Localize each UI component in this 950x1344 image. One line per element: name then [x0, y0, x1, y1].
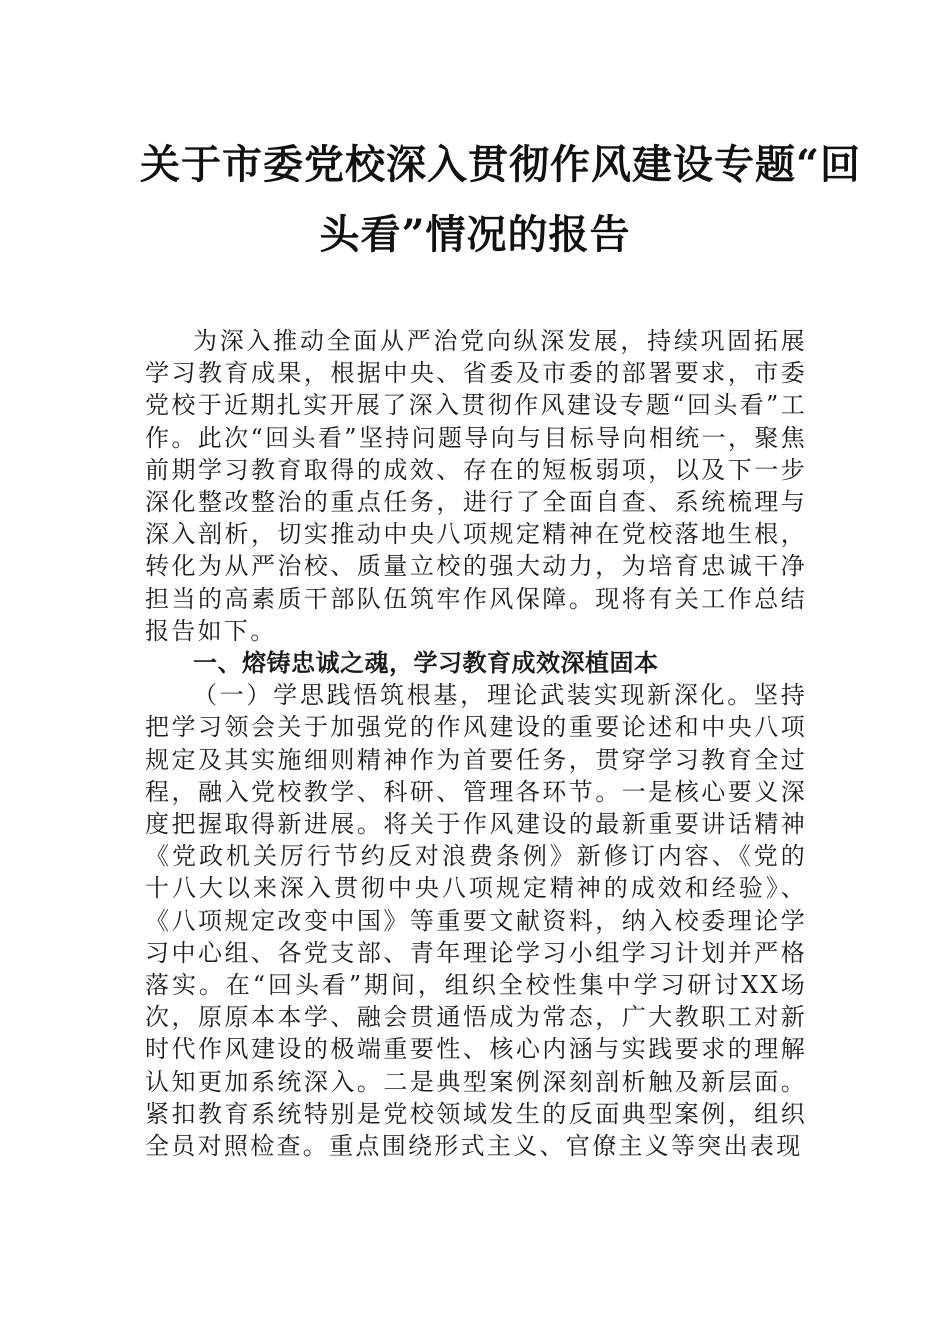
- title-line-1: 关于市委党校深入贯彻作风建设专题“回: [140, 141, 862, 188]
- title-line-2: 头看”情况的报告: [319, 211, 631, 258]
- document-body: [145, 325, 807, 1162]
- section-paragraph: （一）学思践悟筑根基，理论武装实现新深化。坚持把学习领会关于加强党的作风建设的重要论述和中央八项规定及其实施细则精神作为首要任务，贯穿学习教育全过程，融入党校教学、科研、管理各环节。一是核心要义深度把握取得新进展。将关于作风建设的最新重要讲话精神《党政机关厉行节约反对浪费条例》新修订内容、《党的十八大以来深入贯彻中央八项规定精神的成效和经验》、《八项规定改变中国》等重要文献资料，纳入校委理论学习中心组、各党支部、青年理论学习小组学习计划并严格落实。在“回头看”期间，组织全校性集中学习研讨XX场次，原原本本学、融会贯通悟成为常态，广大教职工对新时代作风建设的极端重要性、核心内涵与实践要求的理解认知更加系统深入。二是典型案例深刻剖析触及新层面。紧扣教育系统特别是党校领域发生的反面典型案例，组织全员对照检查。重点围绕形式主义、官僚主义等突出表现: [145, 681, 807, 1161]
- intro-paragraph: 为深入推动全面从严治党向纵深发展，持续巩固拓展学习教育成果，根据中央、省委及市委的部署要求，市委党校于近期扎实开展了深入贯彻作风建设专题“回头看”工作。此次“回头看”坚持问题导向与目标导向相统一，聚焦前期学习教育取得的成效、存在的短板弱项，以及下一步深化整改整治的重点任务，进行了全面自查、系统梳理与深入剖析，切实推动中央八项规定精神在党校落地生根，转化为从严治校、质量立校的强大动力，为培育忠诚干净担当的高素质干部队伍筑牢作风保障。现将有关工作总结报告如下。: [145, 327, 807, 645]
- section-heading: 一、熔铸忠诚之魂，学习教育成效深植固本: [193, 649, 659, 678]
- document-title: [140, 130, 862, 270]
